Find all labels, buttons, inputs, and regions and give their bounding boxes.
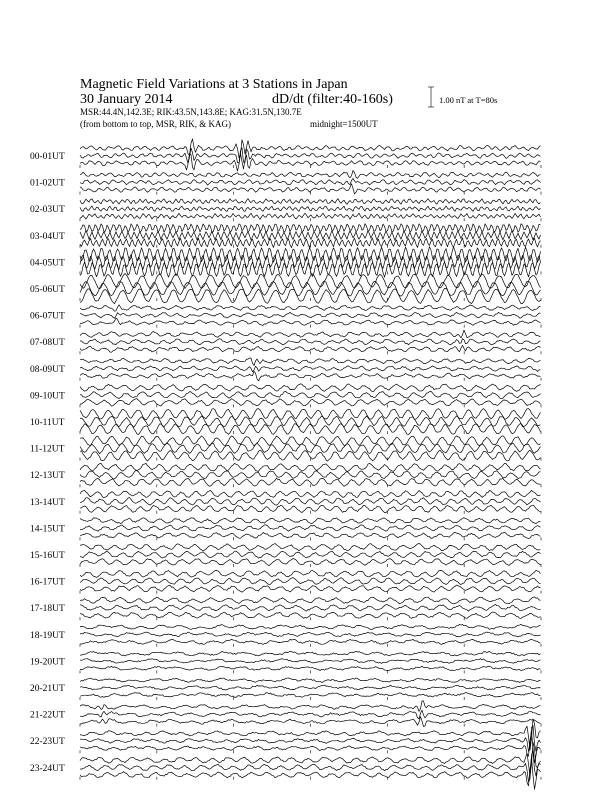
trace-rik: [80, 339, 541, 345]
trace-rik: [80, 206, 541, 212]
trace-rik: [80, 525, 541, 531]
row-label: 03-04UT: [30, 231, 65, 242]
trace-msr: [80, 742, 541, 776]
scale-label: 1.00 nT at T=80s: [439, 95, 498, 105]
trace-msr: [80, 436, 541, 446]
hour-row: [30, 678, 541, 700]
trace-rik: [80, 366, 541, 372]
row-label: 18-19UT: [30, 630, 65, 641]
trace-kag: [80, 732, 541, 763]
row-label: 12-13UT: [30, 471, 65, 482]
trace-msr: [80, 701, 541, 711]
trace-msr: [80, 544, 541, 551]
trace-kag: [80, 639, 541, 644]
trace-rik: [80, 391, 541, 398]
row-label: 02-03UT: [30, 205, 65, 216]
hour-row: [30, 701, 541, 727]
trace-rik: [80, 312, 541, 318]
hour-row: [30, 139, 541, 171]
hour-rows: [30, 139, 541, 789]
hour-row: [30, 463, 541, 487]
hour-row: [30, 330, 541, 354]
row-label: 17-18UT: [30, 604, 65, 615]
row-label: 23-24UT: [30, 763, 65, 774]
row-label: 15-16UT: [30, 551, 65, 561]
trace-msr: [80, 384, 541, 392]
trace-rik: [80, 281, 541, 296]
scale-bar: [428, 87, 497, 107]
midnight-note: midnight=1500UT: [310, 119, 378, 129]
hour-row: [30, 247, 541, 278]
trace-msr: [80, 171, 541, 179]
trace-msr: [80, 651, 541, 656]
hour-row: [30, 409, 541, 435]
trace-rik: [80, 604, 541, 611]
hour-row: [30, 518, 541, 541]
row-label: 13-14UT: [30, 497, 65, 508]
trace-msr: [80, 305, 541, 311]
row-label: 05-06UT: [30, 285, 65, 295]
trace-rik: [80, 659, 541, 664]
hour-row: [30, 305, 541, 328]
trace-rik: [80, 230, 541, 240]
row-label: 14-15UT: [30, 524, 65, 535]
hour-row: [30, 651, 541, 673]
hour-row: [30, 274, 541, 304]
row-label: 04-05UT: [30, 258, 65, 269]
trace-kag: [80, 262, 541, 278]
hour-row: [30, 384, 541, 408]
trace-msr: [80, 330, 541, 338]
chart-date: 30 January 2014: [80, 92, 173, 107]
trace-rik: [80, 178, 541, 185]
trace-msr: [80, 624, 541, 629]
trace-msr: [80, 358, 541, 366]
trace-kag: [80, 666, 541, 671]
trace-kag: [80, 318, 541, 325]
order-note: (from bottom to top, MSR, RIK, & KAG): [80, 119, 232, 129]
trace-rik: [80, 710, 541, 719]
trace-msr: [80, 518, 541, 524]
trace-msr: [80, 490, 541, 497]
row-label: 07-08UT: [30, 338, 65, 349]
trace-msr: [80, 199, 541, 205]
chart-title: Magnetic Field Variations at 3 Stations in Japan: [80, 77, 348, 92]
trace-msr: [80, 224, 541, 233]
row-label: 19-20UT: [30, 657, 65, 668]
hour-row: [30, 490, 541, 513]
trace-rik: [80, 685, 541, 690]
row-label: 06-07UT: [30, 311, 65, 322]
trace-rik: [80, 471, 541, 479]
hour-row: [30, 171, 541, 195]
hour-row: [30, 544, 541, 568]
trace-msr: [80, 463, 541, 471]
trace-rik: [80, 498, 541, 506]
trace-msr: [80, 409, 541, 420]
trace-kag: [80, 345, 541, 352]
trace-rik: [80, 255, 541, 270]
row-label: 01-02UT: [30, 178, 65, 189]
stations-line: MSR:44.4N,142.3E; RIK:43.5N,143.8E; KAG:31.5N,130.7E: [80, 107, 302, 117]
row-label: 10-11UT: [30, 418, 65, 428]
trace-kag: [80, 693, 541, 698]
row-label: 08-09UT: [30, 364, 65, 375]
row-label: 16-17UT: [30, 577, 65, 588]
trace-rik: [80, 148, 541, 164]
trace-msr: [80, 570, 541, 577]
hour-row: [30, 570, 541, 593]
row-label: 00-01UT: [30, 152, 65, 162]
row-label: 20-21UT: [30, 684, 65, 694]
row-label: 11-12UT: [30, 444, 65, 455]
row-label: 22-23UT: [30, 737, 65, 748]
trace-rik: [80, 551, 541, 558]
row-label: 09-10UT: [30, 391, 65, 402]
trace-rik: [80, 578, 541, 585]
trace-rik: [80, 632, 541, 637]
hour-row: [30, 624, 541, 647]
filter-label: dD/dt (filter:40-160s): [272, 92, 393, 107]
trace-msr: [80, 247, 541, 263]
hour-row: [30, 436, 541, 461]
hour-row: [30, 358, 541, 381]
trace-kag: [80, 757, 541, 789]
hour-row: [30, 199, 541, 222]
trace-msr: [80, 597, 541, 604]
trace-msr: [80, 678, 541, 683]
hour-row: [30, 597, 541, 620]
row-label: 21-22UT: [30, 710, 65, 721]
hour-row: [30, 224, 541, 248]
